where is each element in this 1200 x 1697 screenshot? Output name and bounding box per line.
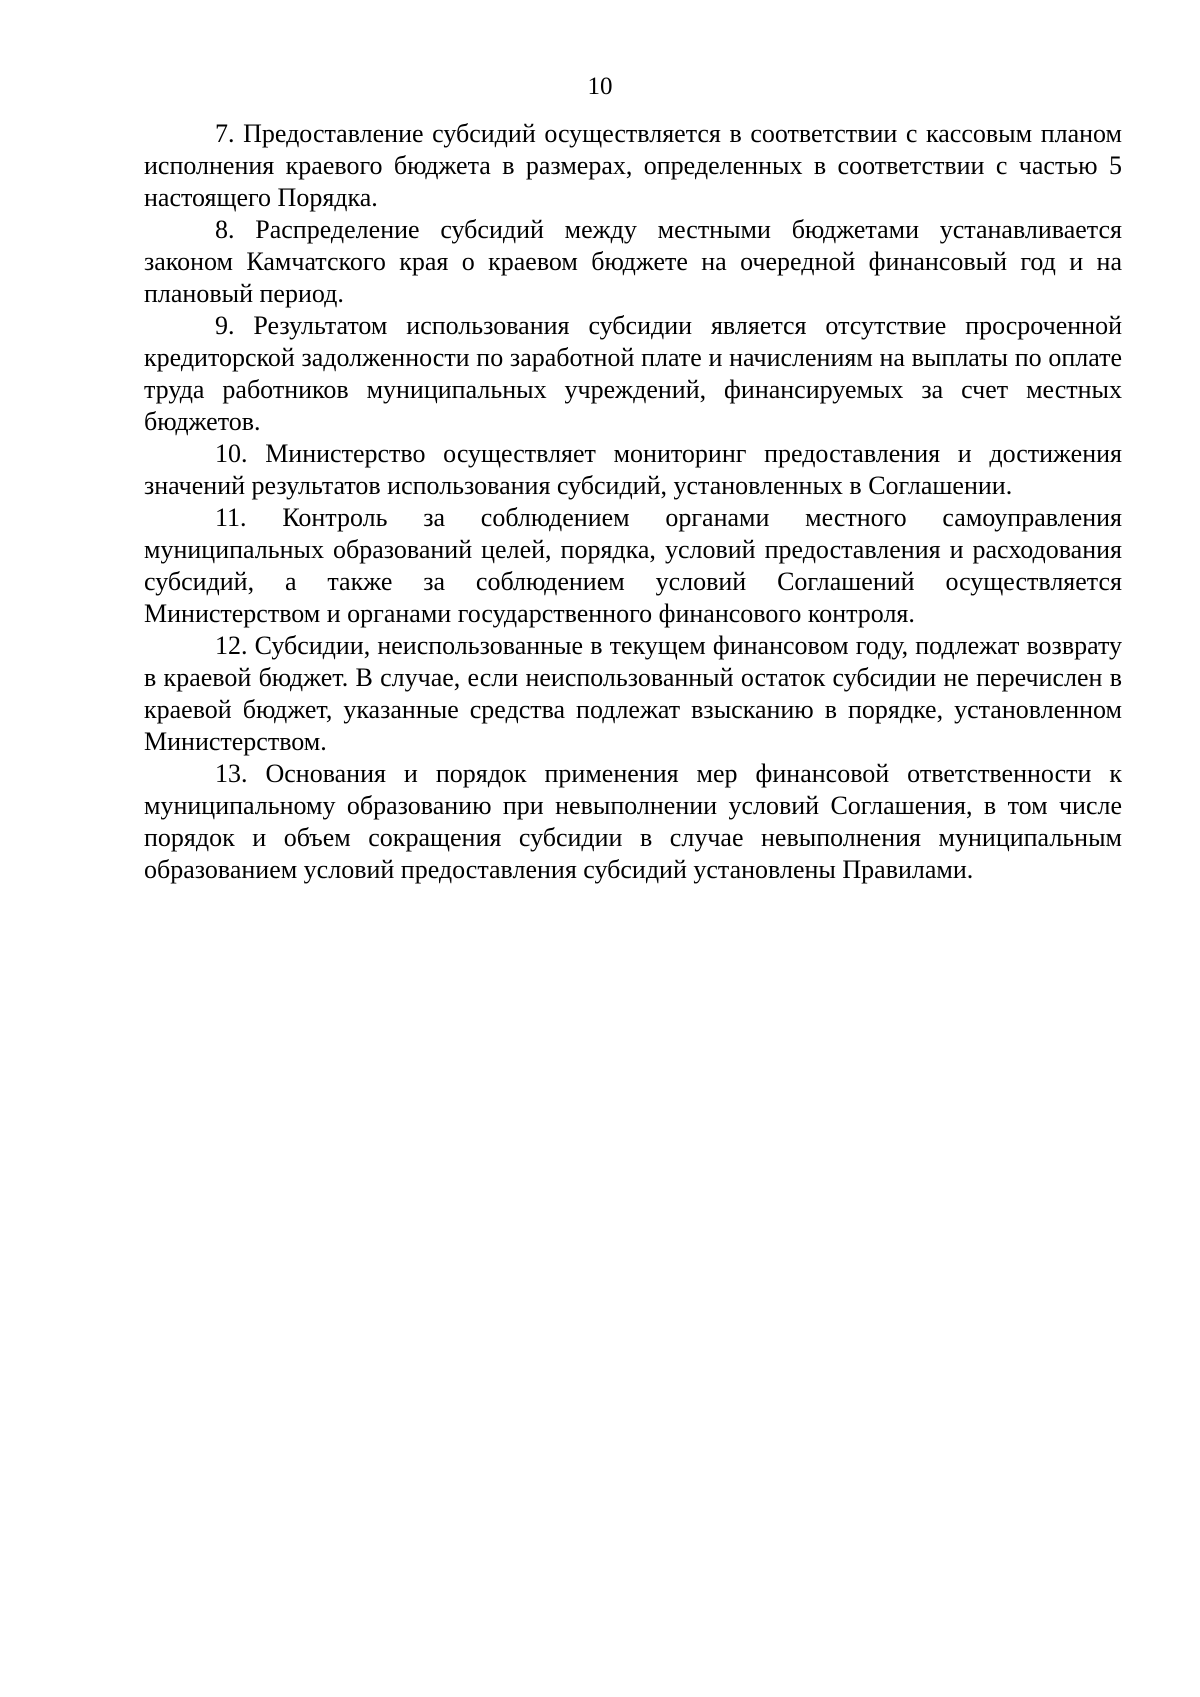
paragraph-10: 10. Министерство осуществляет мониторинг предоставления и достижения значений результатов использования субсидий, установленных в Соглашении. — [144, 439, 1122, 500]
paragraph-11: 11. Контроль за соблюдением органами местного самоуправления муниципальных образований целей, порядка, условий предоставления и расходования субсидий, а также за соблюдением условий Соглашений осуществляется Министерством и органами государственного финансового контроля. — [144, 503, 1122, 628]
paragraph-13: 13. Основания и порядок применения мер финансовой ответственности к муниципальному образованию при невыполнении условий Соглашения, в том числе порядок и объем сокращения субсидии в случае невыполнения муниципальным образованием условий предоставления субсидий установлены Правилами. — [144, 759, 1122, 884]
paragraph-7: 7. Предоставление субсидий осуществляется в соответствии с кассовым планом исполнения краевого бюджета в размерах, определенных в соответствии с частью 5 настоящего Порядка. — [144, 119, 1122, 212]
paragraph-12: 12. Субсидии, неиспользованные в текущем финансовом году, подлежат возврату в краевой бюджет. В случае, если неиспользованный остаток субсидии не перечислен в краевой бюджет, указанные средства подлежат взысканию в порядке, установленном Министерством. — [144, 631, 1122, 756]
paragraph-9: 9. Результатом использования субсидии является отсутствие просроченной кредиторской задолженности по заработной плате и начислениям на выплаты по оплате труда работников муниципальных учреждений, финансируемых за счет местных бюджетов. — [144, 311, 1122, 436]
document-body — [144, 118, 1122, 886]
paragraph-8: 8. Распределение субсидий между местными бюджетами устанавливается законом Камчатского края о краевом бюджете на очередной финансовый год и на плановый период. — [144, 215, 1122, 308]
page-number: 10 — [587, 73, 613, 100]
